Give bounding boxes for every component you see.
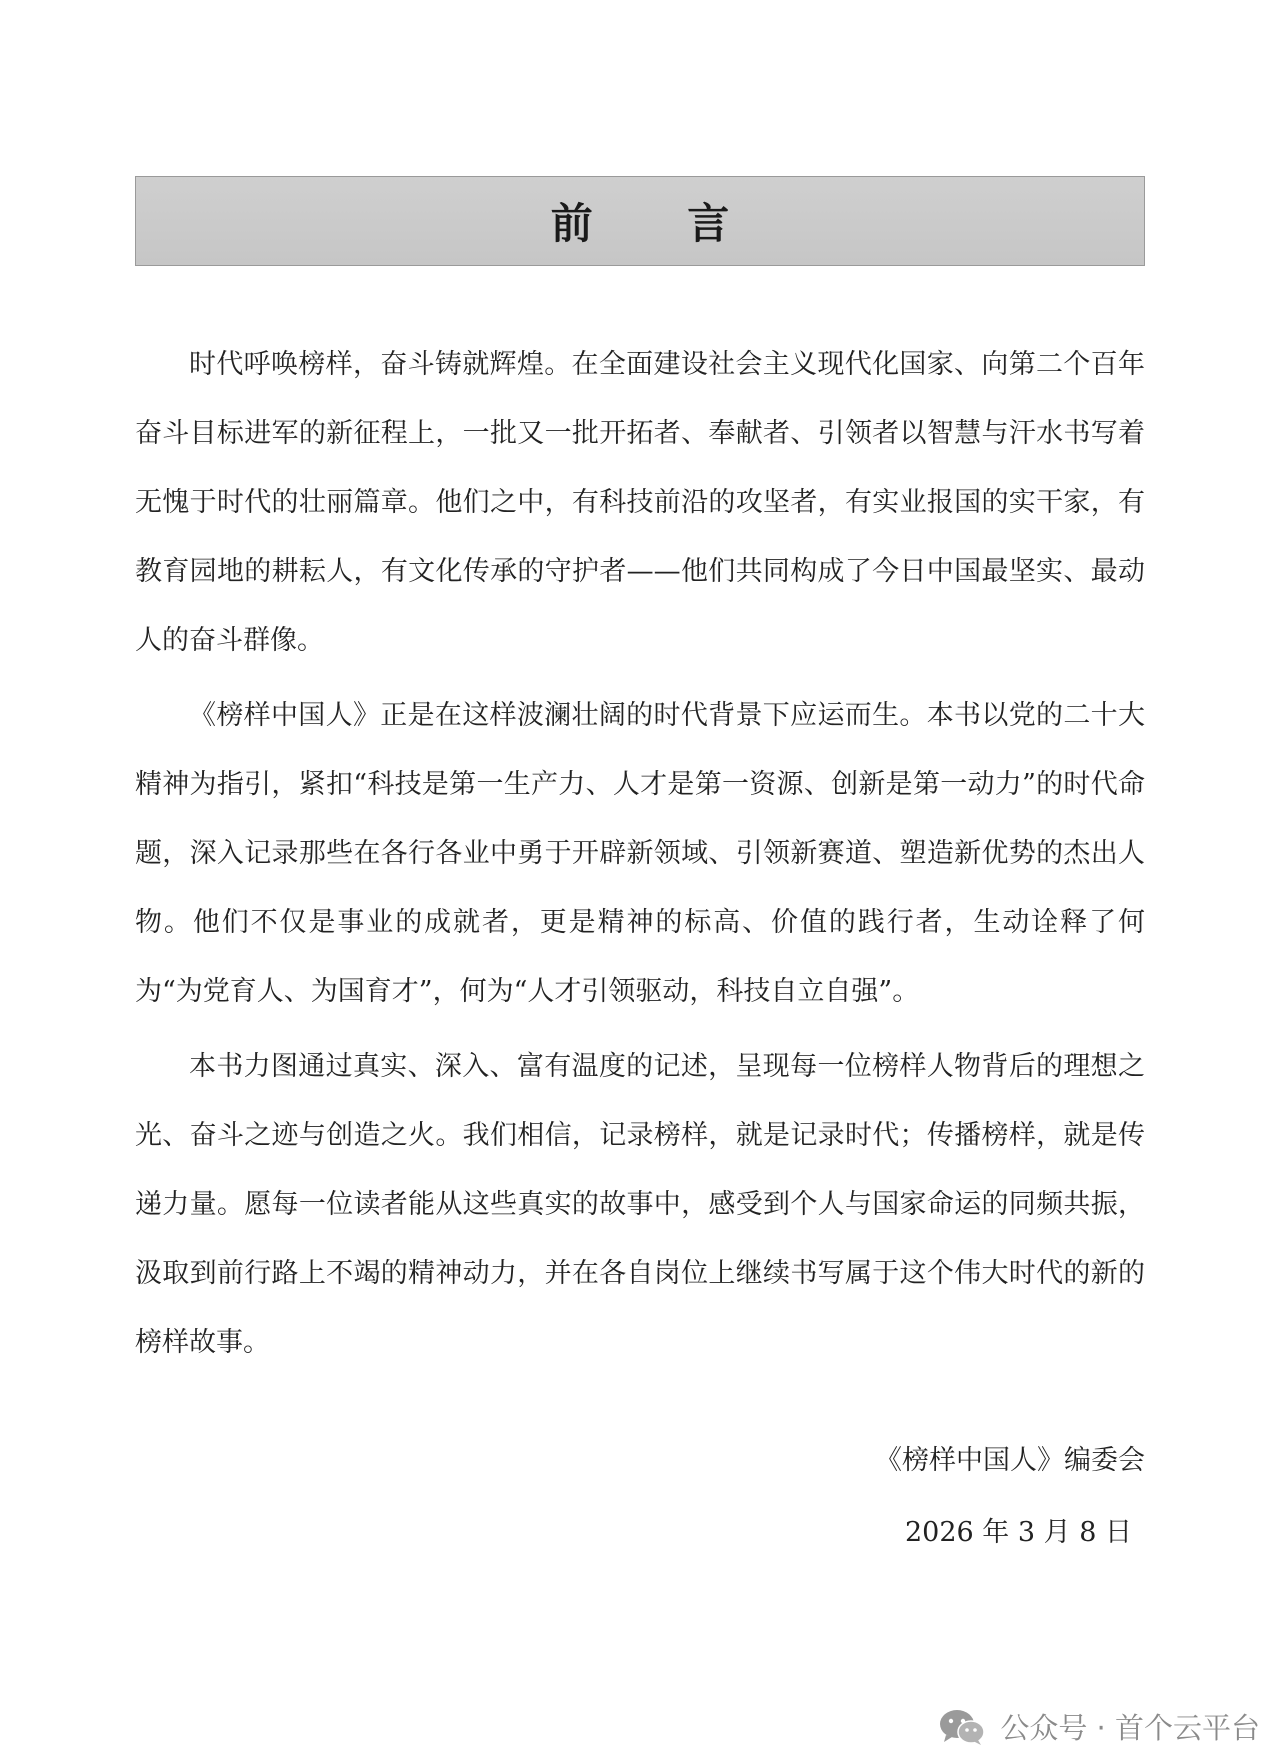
- paragraph-2: 《榜样中国人》正是在这样波澜壮阔的时代背景下应运而生。本书以党的二十大精神为指引，紧扣“科技是第一生产力、人才是第一资源、创新是第一动力”的时代命题，深入记录那些在各行各业中勇于开辟新领域、引领新赛道、塑造新优势的杰出人物。他们不仅是事业的成就者，更是精神的标高、价值的践行者，生动诠释了何为“为党育人、为国育才”，何为“人才引领驱动，科技自立自强”。: [135, 700, 1145, 1007]
- wechat-icon: [938, 1708, 986, 1746]
- signature: 《榜样中国人》编委会: [875, 1445, 1145, 1476]
- page-title: 前 言: [550, 199, 770, 248]
- paragraph-3: 本书力图通过真实、深入、富有温度的记述，呈现每一位榜样人物背后的理想之光、奋斗之迹与创造之火。我们相信，记录榜样，就是记录时代；传播榜样，就是传递力量。愿每一位读者能从这些真实的故事中，感受到个人与国家命运的同频共振，汲取到前行路上不竭的精神动力，并在各自岗位上继续书写属于这个伟大时代的新的榜样故事。: [135, 1051, 1145, 1358]
- watermark: [938, 1706, 1260, 1747]
- title-banner: [135, 176, 1145, 266]
- watermark-text: 公众号 · 首个云平台: [1000, 1711, 1260, 1745]
- preface-body: [135, 330, 1145, 1383]
- date: 2026 年 3 月 8 日: [905, 1517, 1132, 1548]
- paragraph-1: 时代呼唤榜样，奋斗铸就辉煌。在全面建设社会主义现代化国家、向第二个百年奋斗目标进军的新征程上，一批又一批开拓者、奉献者、引领者以智慧与汗水书写着无愧于时代的壮丽篇章。他们之中，有科技前沿的攻坚者，有实业报国的实干家，有教育园地的耕耘人，有文化传承的守护者——他们共同构成了今日中国最坚实、最动人的奋斗群像。: [135, 349, 1145, 656]
